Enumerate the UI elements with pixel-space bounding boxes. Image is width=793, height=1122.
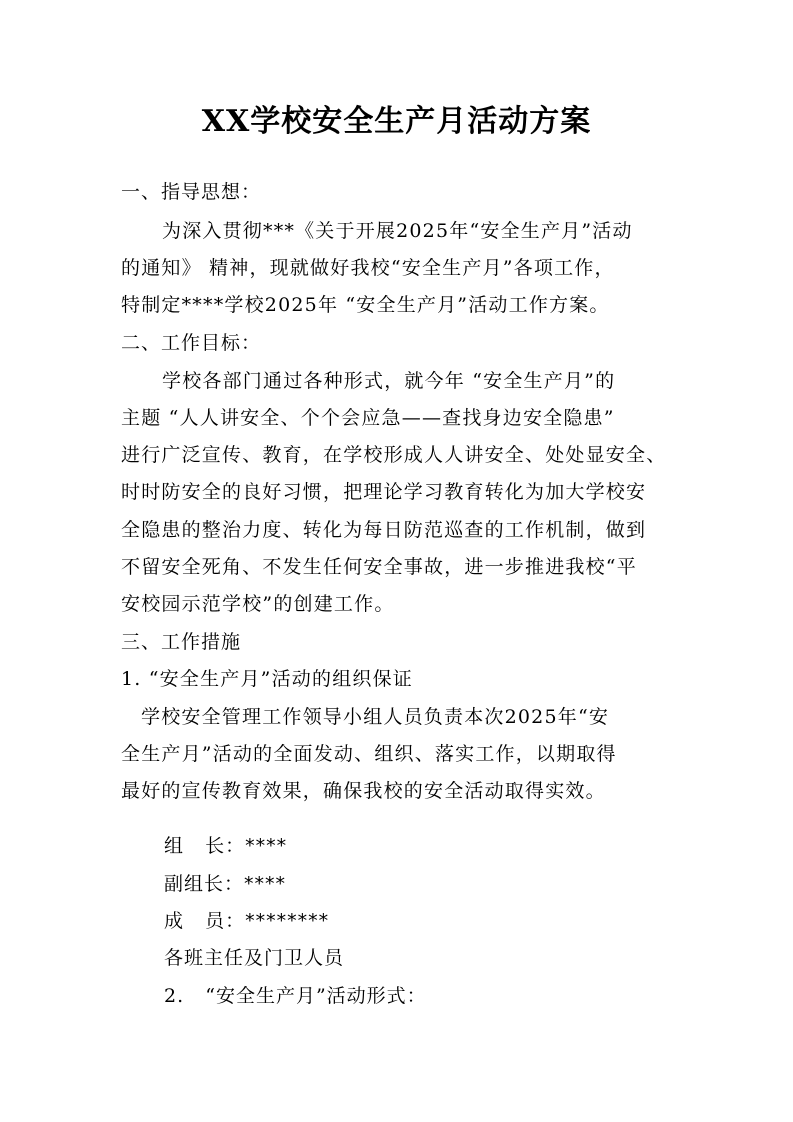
section2-line-4: 时时防安全的良好习惯，把理论学习教育转化为加大学校安	[121, 481, 647, 503]
section2-line-7: 安校园示范学校”的创建工作。	[121, 593, 395, 615]
section3-heading: 三、工作措施	[121, 631, 242, 653]
section2-line-1: 学校各部门通过各种形式，就今年 “安全生产月”的	[162, 370, 616, 392]
section2-line-2: 主题 “人人讲安全、个个会应急——查找身边安全隐患”	[121, 407, 615, 429]
section1-line-2: 的通知》 精神，现就做好我校“安全生产月”各项工作，	[121, 257, 615, 279]
document-title: XX学校安全生产月活动方案	[201, 104, 592, 139]
section1-heading: 一、指导思想：	[121, 181, 262, 203]
member-value: ********	[245, 910, 330, 932]
member-label: 成 员：	[164, 910, 246, 932]
member-row	[164, 909, 329, 933]
leader-row	[164, 834, 287, 858]
deputy-label: 副组长：	[164, 873, 245, 895]
deputy-value: ****	[244, 873, 287, 895]
leader-label: 组 长：	[164, 835, 246, 857]
section3-item1-line-2: 全生产月”活动的全面发动、组织、落实工作，以期取得	[121, 743, 617, 765]
section2-line-5: 全隐患的整治力度、转化为每日防范巡查的工作机制，做到	[121, 519, 647, 541]
section1-line-3: 特制定****学校2025年 “安全生产月”活动工作方案。	[121, 294, 610, 316]
leader-value: ****	[245, 835, 288, 857]
deputy-row	[164, 872, 286, 896]
section2-line-6: 不留安全死角、不发生任何安全事故，进一步推进我校“平	[121, 556, 637, 578]
section2-line-3: 进行广泛宣传、教育，在学校形成人人讲安全、处处显安全、	[121, 444, 667, 466]
section3-item2-title: 2. “安全生产月”活动形式：	[164, 985, 427, 1007]
section1-line-1: 为深入贯彻***《关于开展2025年“安全生产月”活动	[162, 220, 633, 242]
section3-item1-line-3: 最好的宣传教育效果，确保我校的安全活动取得实效。	[121, 780, 606, 802]
section3-item1-line-1: 学校安全管理工作领导小组人员负责本次2025年“安	[141, 706, 610, 728]
section2-heading: 二、工作目标：	[121, 332, 262, 354]
others-line: 各班主任及门卫人员	[164, 947, 345, 969]
section3-item1-title: 1. “安全生产月”活动的组织保证	[121, 668, 413, 690]
